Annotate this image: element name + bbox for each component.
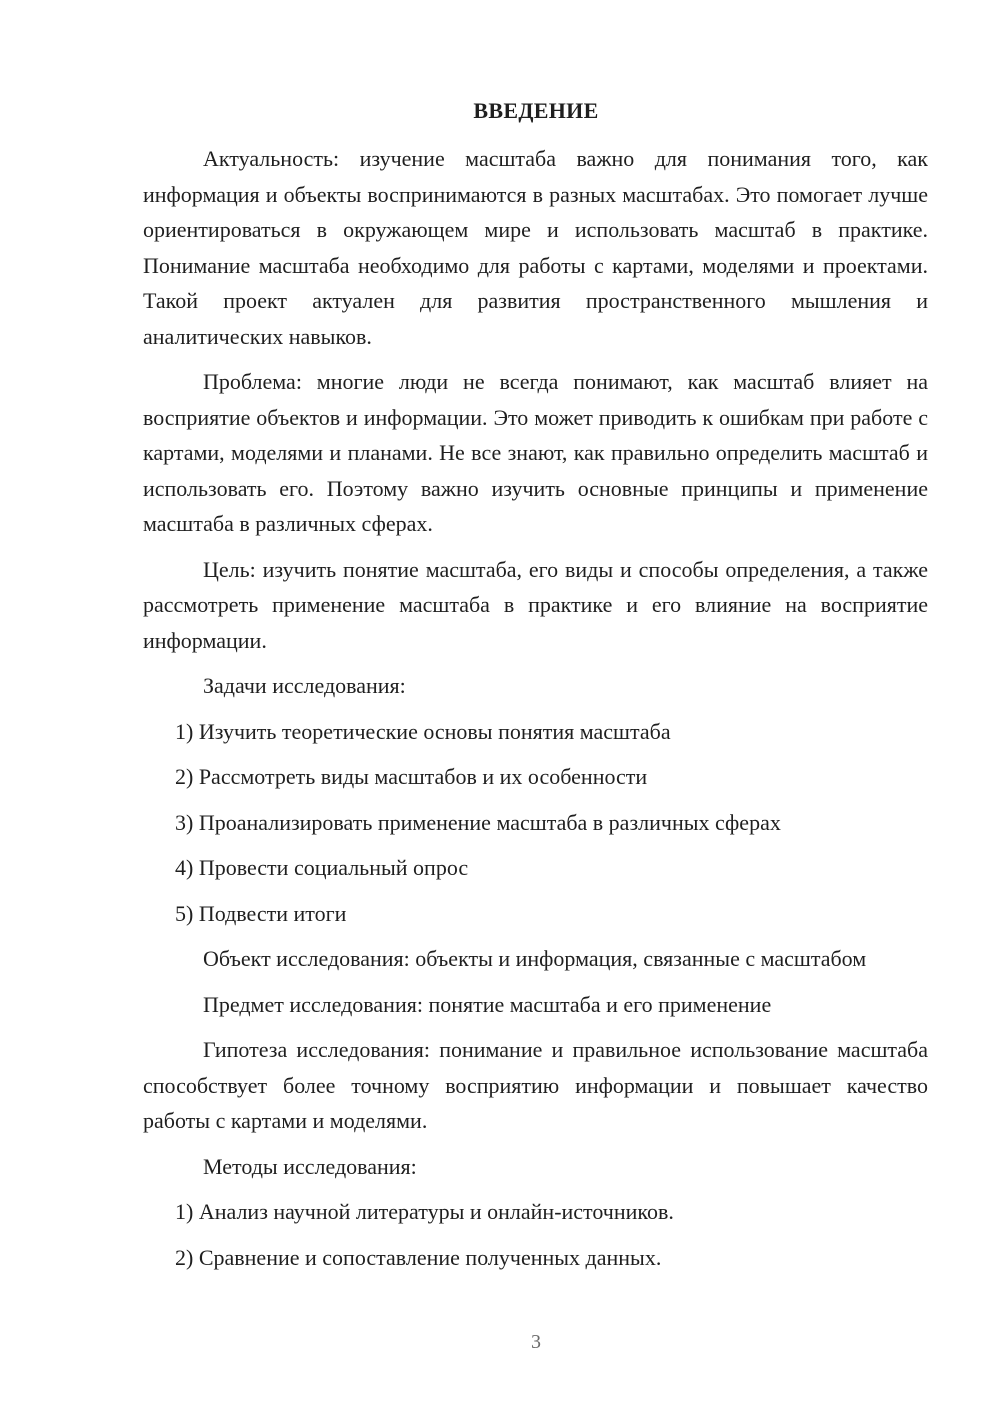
section-title: ВВЕДЕНИЕ [473, 98, 599, 123]
relevance-paragraph: Актуальность: изучение масштаба важно для понимания того, как информация и объекты воспринимаются в разных масштабах. Это помогает лучше ориентироваться в окружающем мире и использовать масштаб в практике. Понимание масштаба необходимо для работы с картами, моделями и проектами. Такой проект актуален для развития пространственного мышления и аналитических навыков. [143, 146, 928, 349]
list-item: 4) Провести социальный опрос [175, 855, 469, 880]
hypothesis-paragraph: Гипотеза исследования: понимание и правильное использование масштаба способствует более точному восприятию информации и повышает качество работы с картами и моделями. [143, 1037, 928, 1133]
problem-paragraph: Проблема: многие люди не всегда понимают, как масштаб влияет на восприятие объектов и информации. Это может приводить к ошибкам при работе с картами, моделями и планами. Не все знают, как правильно определить масштаб и использовать его. Поэтому важно изучить основные принципы и применение масштаба в различных сферах. [143, 369, 928, 536]
list-item: 1) Изучить теоретические основы понятия масштаба [175, 718, 671, 744]
methods-list [143, 1194, 928, 1275]
document-body [143, 141, 928, 1285]
page-number: 3 [531, 1331, 541, 1353]
methods-heading: Методы исследования: [203, 1153, 417, 1179]
tasks-list [143, 714, 928, 932]
list-item: 2) Рассмотреть виды масштабов и их особенности [175, 764, 648, 789]
goal-paragraph: Цель: изучить понятие масштаба, его виды и способы определения, а также рассмотреть применение масштаба в практике и его влияние на восприятие информации. [143, 556, 928, 653]
object-paragraph: Объект исследования: объекты и информация, связанные с масштабом [203, 946, 867, 971]
list-item: 1) Анализ научной литературы и онлайн-источников. [175, 1199, 674, 1224]
list-item: 5) Подвести итоги [175, 900, 347, 926]
list-item: 2) Сравнение и сопоставление полученных данных. [175, 1244, 662, 1270]
subject-paragraph: Предмет исследования: понятие масштаба и его применение [203, 991, 772, 1017]
list-item: 3) Проанализировать применение масштаба в различных сферах [175, 809, 781, 835]
tasks-heading: Задачи исследования: [203, 673, 406, 698]
